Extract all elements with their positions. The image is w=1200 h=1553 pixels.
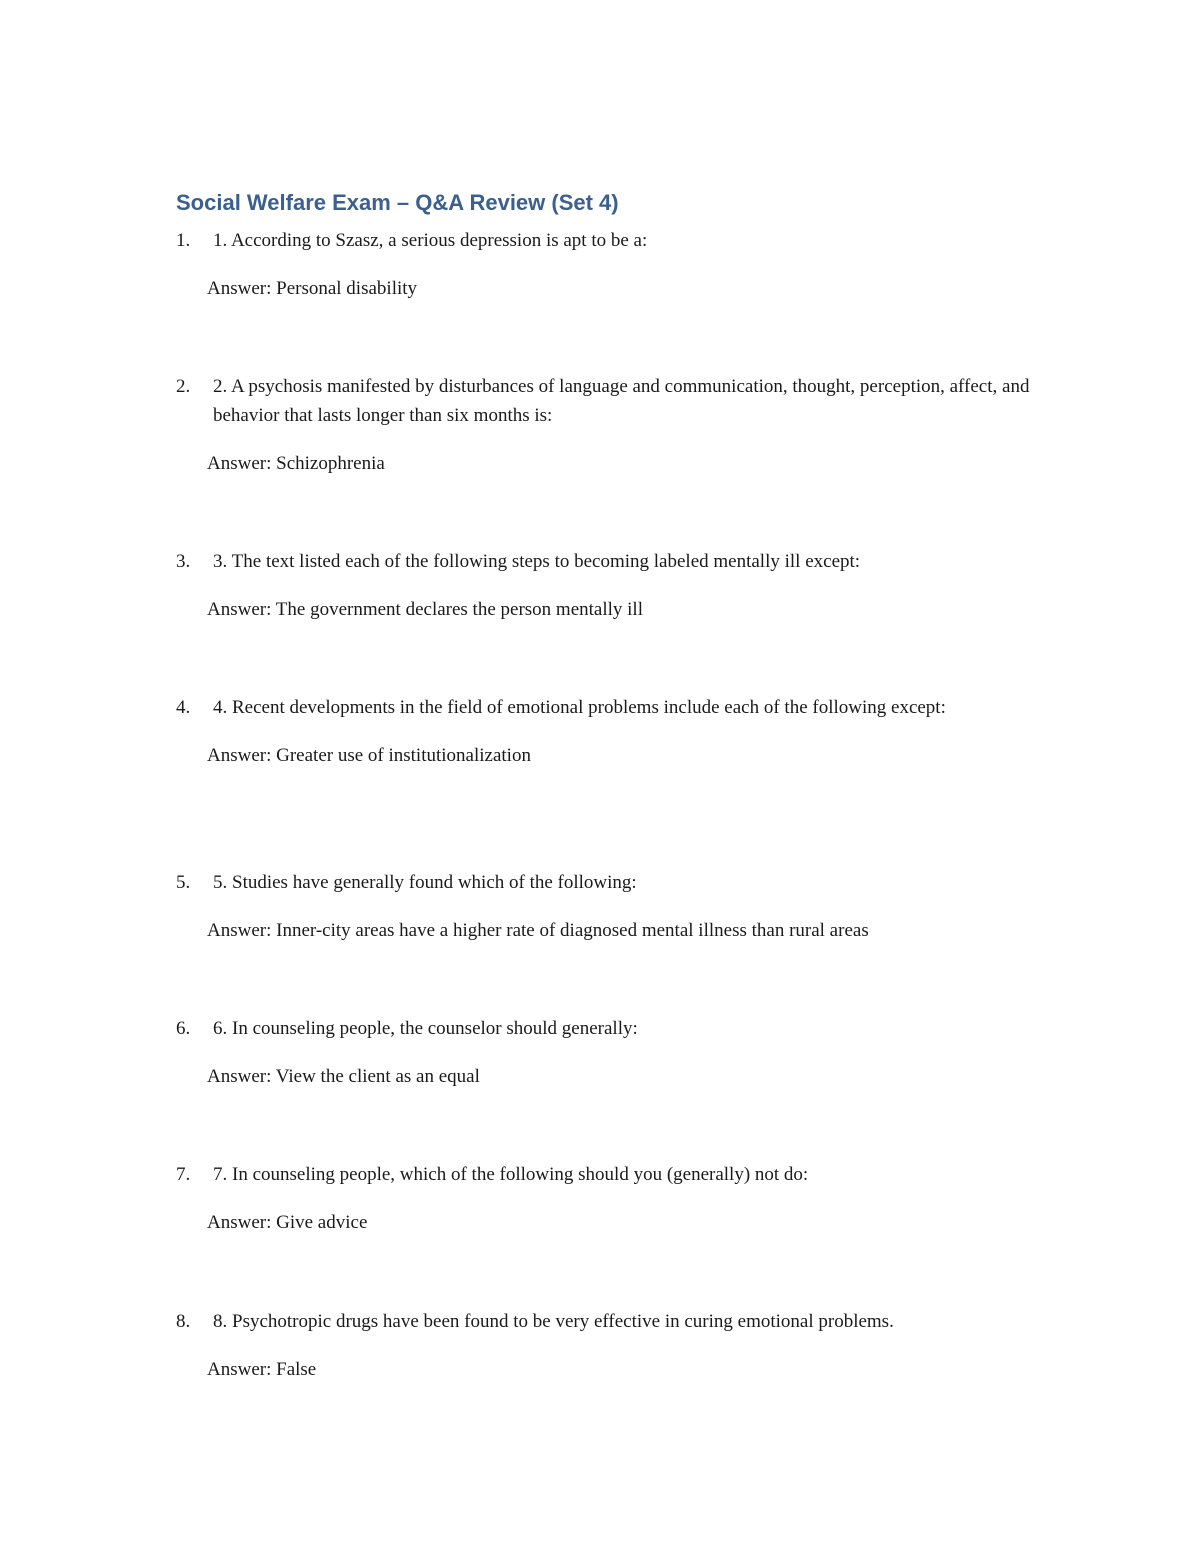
question-item — [176, 1014, 1036, 1160]
question-text: 5. Studies have generally found which of the following: — [213, 872, 637, 893]
question-item — [176, 1307, 1036, 1427]
question-number: 4. — [176, 697, 191, 718]
question-text: 7. In counseling people, which of the following should you (generally) not do: — [213, 1164, 809, 1185]
question-item — [176, 547, 1036, 693]
question-text: 2. A psychosis manifested by disturbances of language and communication, thought, perception, affect, and behavior that lasts longer than six months is: — [213, 376, 1030, 426]
question-number: 3. — [176, 551, 191, 572]
question-number: 6. — [176, 1018, 191, 1039]
question-item — [176, 1160, 1036, 1307]
question-text: 8. Psychotropic drugs have been found to be very effective in curing emotional problems. — [213, 1311, 894, 1332]
answer-text: Answer: The government declares the person mentally ill — [207, 599, 643, 620]
answer-text: Answer: Schizophrenia — [207, 453, 385, 474]
question-item — [176, 693, 1036, 868]
question-text: 1. According to Szasz, a serious depression is apt to be a: — [213, 230, 648, 251]
answer-text: Answer: Greater use of institutionalization — [207, 745, 531, 766]
answer-text: Answer: Personal disability — [207, 278, 418, 299]
question-number: 2. — [176, 376, 191, 397]
answer-text: Answer: False — [207, 1359, 317, 1380]
answer-text: Answer: Give advice — [207, 1212, 368, 1233]
question-number: 5. — [176, 872, 191, 893]
question-text: 3. The text listed each of the following steps to becoming labeled mentally ill except: — [213, 551, 861, 572]
question-number: 1. — [176, 230, 191, 251]
question-text: 6. In counseling people, the counselor should generally: — [213, 1018, 638, 1039]
question-number: 7. — [176, 1164, 191, 1185]
question-item — [176, 868, 1036, 1014]
question-item — [176, 226, 1036, 372]
question-number: 8. — [176, 1311, 191, 1332]
document-title: Social Welfare Exam – Q&A Review (Set 4) — [176, 190, 619, 215]
answer-text: Answer: Inner-city areas have a higher rate of diagnosed mental illness than rural areas — [207, 920, 869, 941]
question-item — [176, 372, 1036, 547]
question-list — [176, 226, 1036, 1427]
answer-text: Answer: View the client as an equal — [207, 1066, 480, 1087]
question-text: 4. Recent developments in the field of emotional problems include each of the following except: — [213, 697, 946, 718]
